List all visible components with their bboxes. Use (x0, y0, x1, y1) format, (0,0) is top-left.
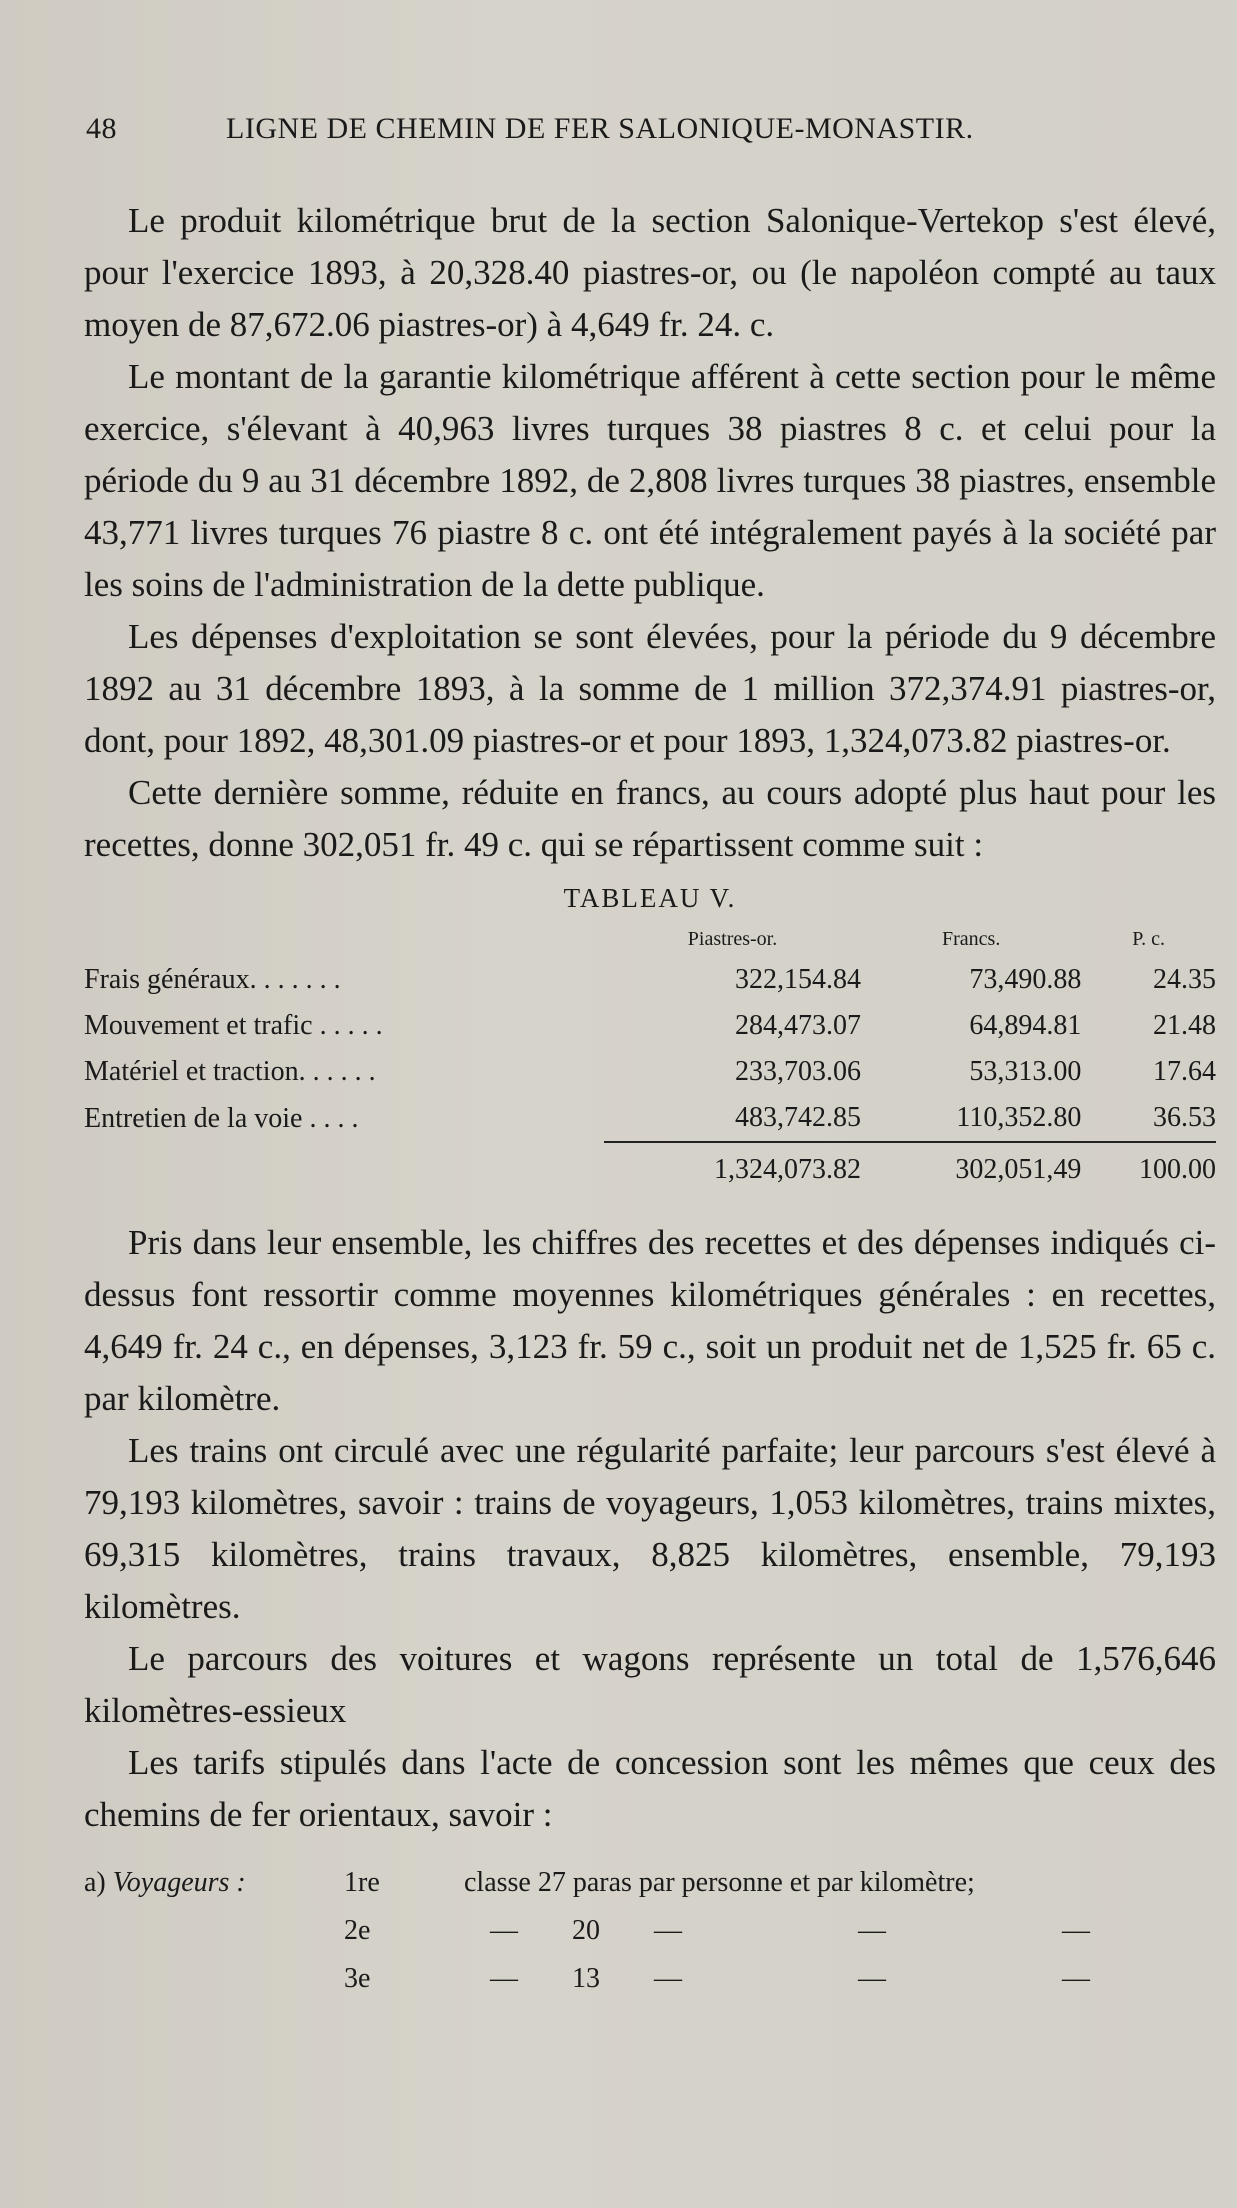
cell-piastres: 233,703.06 (735, 1056, 862, 1087)
tariff-label: Voyageurs : (112, 1867, 246, 1898)
row-label: Matériel et traction. . . . . . (84, 1056, 376, 1087)
row-label: Entretien de la voie . . . . (84, 1102, 359, 1134)
ditto-dash: — (858, 1915, 886, 1946)
table-total-row (84, 1142, 1216, 1193)
ditto-dash: — (1062, 1915, 1090, 1946)
ditto-dash: — (1062, 1963, 1090, 1994)
ditto-dash: — (654, 1915, 682, 1946)
page-body (84, 195, 1216, 2003)
total-piastres: 1,324,073.82 (604, 1142, 861, 1193)
column-header: P. c. (1132, 928, 1166, 950)
cell-percent: 17.64 (1153, 1056, 1216, 1087)
cell-francs: 73,490.88 (969, 964, 1082, 995)
total-francs: 302,051,49 (861, 1142, 1081, 1193)
cell-francs: 64,894.81 (969, 1010, 1082, 1041)
tariff-prefix: a) (84, 1867, 106, 1898)
paragraph: Pris dans leur ensemble, les chiffres des recettes et des dépenses indiqués ci-dessus font ressortir comme moyennes kilométriques générales : en recettes, 4,649 fr. 24 c., en dépenses, 3,123 fr. 59 c., soit un produit net de 1,525 fr. 65 c. par kilomètre. (84, 1223, 1216, 1418)
running-title: LIGNE DE CHEMIN DE FER SALONIQUE-MONASTIR. (226, 112, 974, 145)
total-percent: 100.00 (1081, 1142, 1216, 1193)
table-row (84, 957, 1216, 1003)
table-row (84, 1095, 1216, 1142)
cell-percent: 24.35 (1153, 964, 1216, 995)
paragraph: Le montant de la garantie kilométrique afférent à cette section pour le même exercice, s'élevant à 40,963 livres turques 38 piastres 8 c. et celui pour la période du 9 au 31 décembre 1892, de 2,808 livres turques 38 piastres, ensemble 43,771 livres turques 76 piastre 8 c. ont été intégralement payés à la société par les soins de l'administration de la dette publique. (84, 357, 1216, 604)
row-label: Frais généraux. . . . . . . (84, 964, 341, 995)
ditto-dash: — (490, 1963, 518, 1994)
tariff-value: 20 (572, 1915, 600, 1946)
tariff-class: 3e (344, 1963, 371, 1994)
tariff-class: 2e (344, 1915, 371, 1946)
page-number: 48 (86, 112, 117, 145)
cell-francs: 53,313.00 (969, 1056, 1082, 1087)
paragraph: Les tarifs stipulés dans l'acte de concession sont les mêmes que ceux des chemins de fer orientaux, savoir : (84, 1743, 1216, 1834)
tariff-row (84, 1907, 1216, 1955)
cell-piastres: 483,742.85 (735, 1102, 862, 1133)
table-title: TABLEAU V. (563, 883, 737, 913)
tariff-list (84, 1859, 1216, 2003)
paragraph: Les dépenses d'exploitation se sont élevées, pour la période du 9 décembre 1892 au 31 décembre 1893, à la somme de 1 million 372,374.91 piastres-or, dont, pour 1892, 48,301.09 piastres-or et pour 1893, 1,324,073.82 piastres-or. (84, 617, 1216, 760)
tariff-value: 13 (572, 1963, 600, 1994)
table-header-row (84, 928, 1216, 957)
table-row (84, 1049, 1216, 1095)
table-row (84, 1003, 1216, 1049)
ditto-dash: — (654, 1963, 682, 1994)
cell-percent: 21.48 (1153, 1010, 1216, 1041)
paragraph: Le parcours des voitures et wagons représente un total de 1,576,646 kilomètres-essieux (84, 1639, 1216, 1730)
cell-francs: 110,352.80 (956, 1102, 1082, 1133)
tariff-class: 1re (344, 1867, 380, 1898)
cell-percent: 36.53 (1153, 1102, 1216, 1133)
expense-table (84, 928, 1216, 1193)
paragraph: Les trains ont circulé avec une régularité parfaite; leur parcours s'est élevé à 79,193 kilomètres, savoir : trains de voyageurs, 1,053 kilomètres, trains mixtes, 69,315 kilomètres, trains travaux, 8,825 kilomètres, ensemble, 79,193 kilomètres. (84, 1431, 1216, 1626)
column-header: Piastres-or. (687, 928, 778, 950)
tariff-row (84, 1955, 1216, 2003)
tariff-row (84, 1859, 1216, 1907)
ditto-dash: — (490, 1915, 518, 1946)
tariff-text: classe 27 paras par personne et par kilomètre; (464, 1867, 975, 1898)
ditto-dash: — (858, 1963, 886, 1994)
cell-piastres: 322,154.84 (735, 964, 862, 995)
column-header: Francs. (942, 928, 1001, 950)
paragraph: Le produit kilométrique brut de la section Salonique-Vertekop s'est élevé, pour l'exercice 1893, à 20,328.40 piastres-or, ou (le napoléon compté au taux moyen de 87,672.06 piastres-or) à 4,649 fr. 24. c. (84, 201, 1216, 344)
cell-piastres: 284,473.07 (735, 1010, 862, 1041)
paragraph: Cette dernière somme, réduite en francs, au cours adopté plus haut pour les recettes, donne 302,051 fr. 49 c. qui se répartissent comme suit : (84, 773, 1216, 864)
row-label: Mouvement et trafic . . . . . (84, 1010, 383, 1041)
